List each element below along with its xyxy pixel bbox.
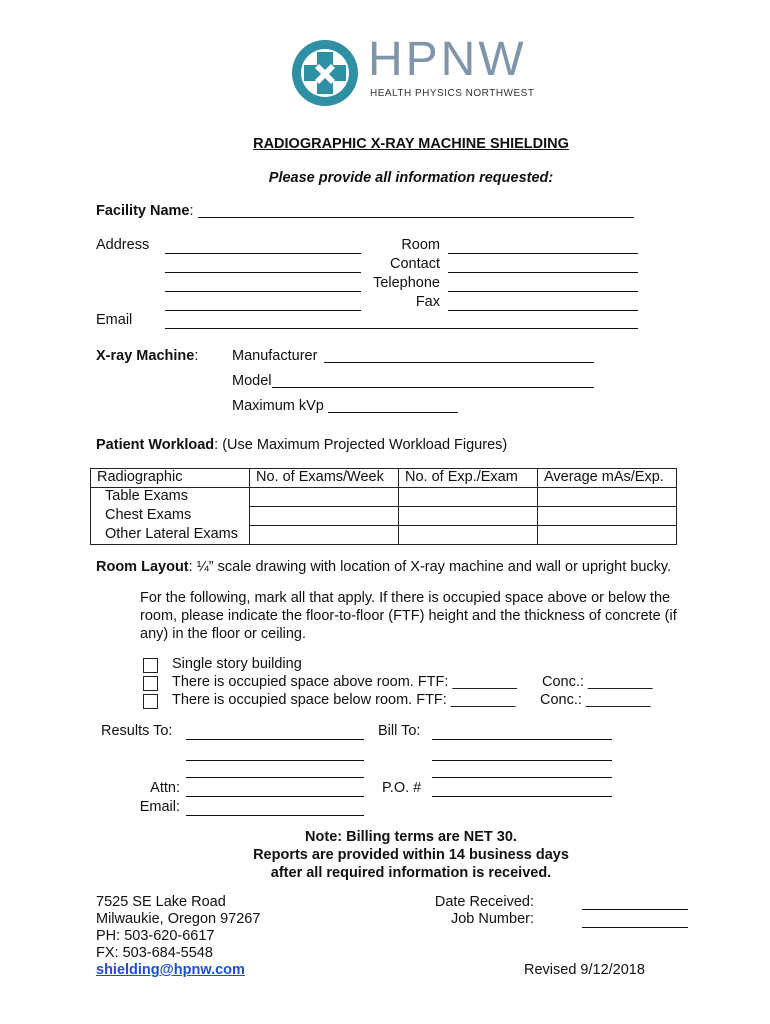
attn-field[interactable]: [186, 796, 364, 797]
table-cell[interactable]: [399, 488, 538, 507]
footer-phone: PH: 503-620-6617: [96, 928, 215, 944]
facility-name-label: [96, 203, 194, 219]
address-line-4[interactable]: [165, 310, 361, 311]
date-received-label: Date Received:: [434, 894, 534, 910]
bill-to-line-1[interactable]: [432, 739, 612, 740]
form-subtitle: Please provide all information requested:: [268, 170, 554, 186]
instruction-line-1: For the following, mark all that apply. If there is occupied space above or below the: [140, 590, 671, 606]
space-above-checkbox[interactable]: [143, 676, 158, 691]
table-row: [91, 526, 677, 545]
table-cell[interactable]: [250, 526, 399, 545]
space-below-label: There is occupied space below room. FTF: ________: [172, 692, 516, 708]
results-to-label: Results To:: [101, 723, 173, 739]
footer-address-2: Milwaukie, Oregon 97267: [96, 911, 261, 927]
contact-label: Contact: [390, 256, 440, 272]
job-number-label: Job Number:: [450, 911, 534, 927]
telephone-field[interactable]: [448, 291, 638, 292]
logo-tagline: HEALTH PHYSICS NORTHWEST: [370, 88, 535, 99]
bill-to-line-2[interactable]: [432, 760, 612, 761]
header-exp-exam: No. of Exp./Exam: [399, 469, 538, 488]
po-field[interactable]: [432, 796, 612, 797]
table-row: [91, 507, 677, 526]
xray-machine-text: X-ray Machine: [96, 348, 195, 364]
note-line-3: after all required information is received.: [270, 865, 552, 881]
xray-machine-colon: :: [194, 348, 199, 364]
room-label: Room: [401, 237, 440, 253]
table-cell[interactable]: [538, 526, 677, 545]
room-field[interactable]: [448, 253, 638, 254]
address-line-3[interactable]: [165, 291, 361, 292]
instruction-line-3: any) in the floor or ceiling.: [140, 626, 307, 642]
hpnw-logo-emblem-icon: [290, 38, 360, 108]
workload-table: [90, 468, 677, 545]
max-kvp-label: Maximum kVp: [232, 398, 324, 414]
logo-brand: HPNW: [368, 33, 527, 86]
logo: [290, 33, 540, 108]
header-average-mas: Average mAs/Exp.: [538, 469, 677, 488]
space-below-conc: Conc.: ________: [540, 692, 651, 708]
room-layout-label: Room Layout: [96, 559, 189, 575]
revised-date: Revised 9/12/2018: [524, 962, 645, 978]
address-line-1[interactable]: [165, 253, 361, 254]
manufacturer-label: Manufacturer: [232, 348, 318, 364]
patient-workload-label: Patient Workload: [96, 437, 215, 453]
date-received-field[interactable]: [582, 909, 688, 910]
form-title: RADIOGRAPHIC X-RAY MACHINE SHIELDING: [253, 136, 569, 152]
results-email-field[interactable]: [186, 815, 364, 816]
footer-fax: FX: 503-684-5548: [96, 945, 213, 961]
space-below-checkbox[interactable]: [143, 694, 158, 709]
footer-address-1: 7525 SE Lake Road: [96, 894, 226, 910]
row-label: Chest Exams: [91, 507, 250, 526]
job-number-field[interactable]: [582, 927, 688, 928]
contact-field[interactable]: [448, 272, 638, 273]
model-label: Model: [232, 373, 272, 389]
space-above-label: There is occupied space above room. FTF: ________: [172, 674, 517, 690]
results-to-line-2[interactable]: [186, 760, 364, 761]
header-exams-week: No. of Exams/Week: [250, 469, 399, 488]
table-row: [91, 469, 677, 488]
single-story-checkbox[interactable]: [143, 658, 158, 673]
table-row: [91, 488, 677, 507]
table-cell[interactable]: [538, 507, 677, 526]
manufacturer-field[interactable]: [324, 362, 594, 363]
results-to-line-1[interactable]: [186, 739, 364, 740]
telephone-label: Telephone: [373, 275, 440, 291]
table-cell[interactable]: [538, 488, 677, 507]
address-line-2[interactable]: [165, 272, 361, 273]
row-label: Other Lateral Exams: [91, 526, 250, 545]
model-field[interactable]: [272, 387, 594, 388]
table-cell[interactable]: [250, 488, 399, 507]
note-line-1: Note: Billing terms are NET 30.: [305, 829, 517, 845]
results-email-label: Email:: [139, 799, 180, 815]
fax-label: Fax: [415, 294, 440, 310]
footer-email-link[interactable]: shielding@hpnw.com: [96, 962, 245, 978]
single-story-label: Single story building: [172, 656, 302, 672]
table-cell[interactable]: [399, 507, 538, 526]
table-cell[interactable]: [250, 507, 399, 526]
bill-to-label: Bill To:: [378, 723, 421, 739]
address-label: Address: [96, 237, 150, 253]
room-layout-heading: [96, 559, 671, 575]
facility-name-text: Facility Name: [96, 203, 190, 219]
patient-workload-heading: [96, 437, 507, 453]
table-cell[interactable]: [399, 526, 538, 545]
row-label: Table Exams: [91, 488, 250, 507]
email-field[interactable]: [165, 328, 638, 329]
room-layout-note: : ¼” scale drawing with location of X-ray machine and wall or upright bucky.: [188, 559, 672, 575]
xray-machine-label: [96, 348, 198, 364]
facility-name-colon: :: [189, 203, 194, 219]
attn-label: Attn:: [150, 780, 180, 796]
header-radiographic: Radiographic: [91, 469, 250, 488]
instruction-line-2: room, please indicate the floor-to-floor (FTF) height and the thickness of concrete (if: [140, 608, 677, 624]
po-label: P.O. #: [382, 780, 422, 796]
space-above-conc: Conc.: ________: [542, 674, 653, 690]
bill-to-line-3[interactable]: [432, 777, 612, 778]
email-label: Email: [96, 312, 133, 328]
patient-workload-note: : (Use Maximum Projected Workload Figures): [214, 437, 508, 453]
note-line-2: Reports are provided within 14 business days: [253, 847, 569, 863]
results-to-line-3[interactable]: [186, 777, 364, 778]
fax-field[interactable]: [448, 310, 638, 311]
facility-name-field[interactable]: [198, 217, 634, 218]
max-kvp-field[interactable]: [328, 412, 458, 413]
